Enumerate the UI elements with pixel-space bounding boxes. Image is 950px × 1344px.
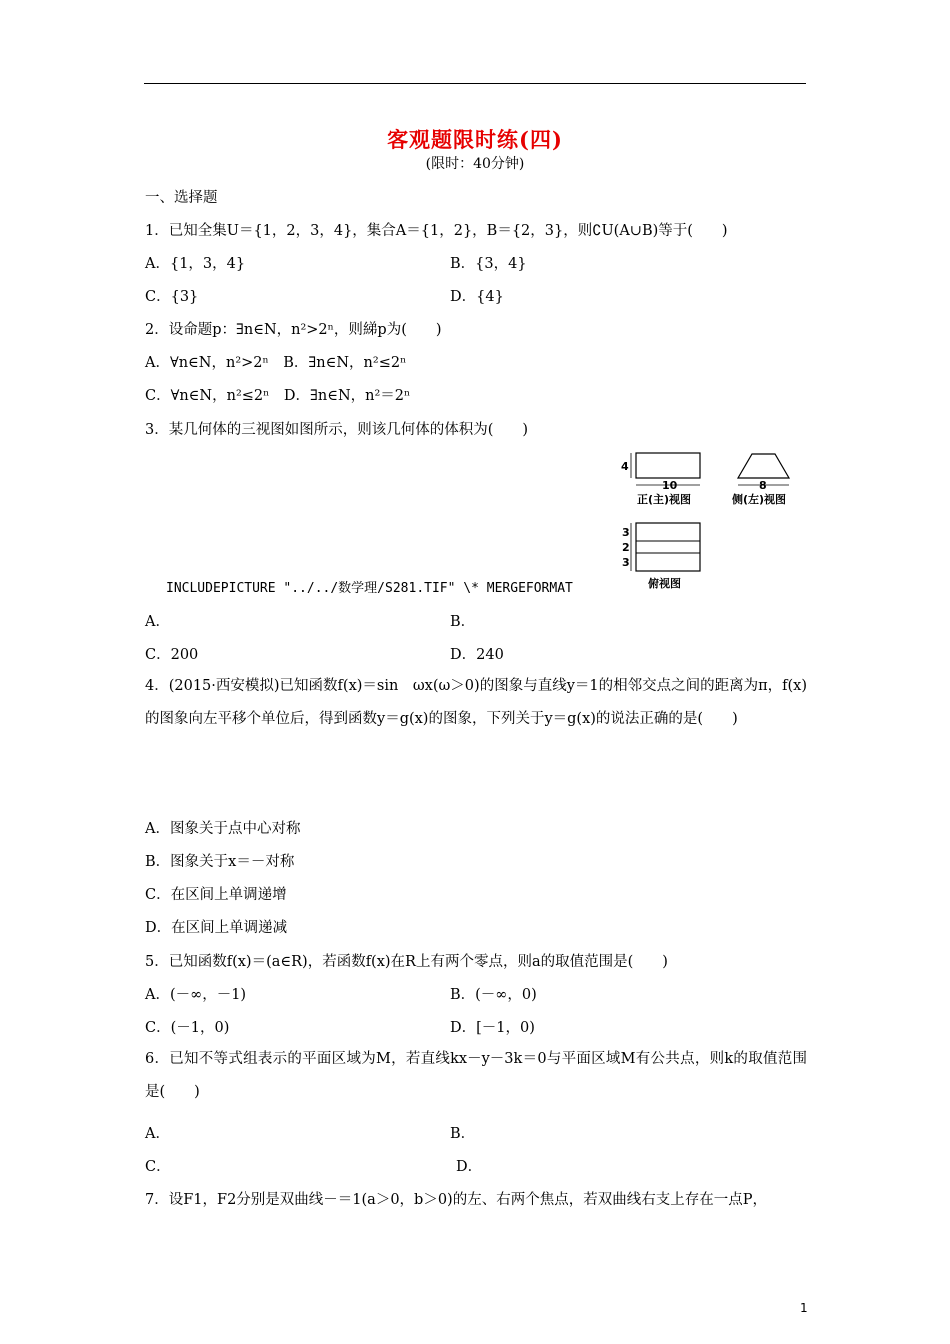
q1-option-c: C．{3} xyxy=(145,289,199,305)
q5-option-c: C．(－1，0) xyxy=(145,1020,230,1036)
q7-stem: 7．设F1，F2分别是双曲线－＝1(a＞0，b＞0)的左、右两个焦点，若双曲线右支上存在一点P， xyxy=(145,1192,767,1208)
front-caption: 正(主)视图 xyxy=(637,493,692,506)
q4-option-d: D．在区间上单调递减 xyxy=(145,920,288,936)
front-height-label: 4 xyxy=(621,460,629,473)
q6-option-b: B． xyxy=(450,1126,476,1142)
front-width-label: 10 xyxy=(662,479,678,492)
q5-option-d: D．[－1，0) xyxy=(450,1020,535,1036)
q2-options-ab: A．∀n∈N，n²>2ⁿ B．∃n∈N，n²≤2ⁿ xyxy=(145,355,407,371)
q3-option-d: D．240 xyxy=(450,647,504,663)
front-view-rect xyxy=(636,453,700,478)
page-title: 客观题限时练(四) xyxy=(387,127,563,152)
q2-stem: 2．设命题p：∃n∈N，n²>2ⁿ，则綈p为( ) xyxy=(145,322,442,338)
q1-option-a: A．{1，3，4} xyxy=(145,256,246,272)
side-view-trapezoid xyxy=(738,454,789,478)
q5-option-b: B．(－∞，0) xyxy=(450,987,537,1003)
q4-option-c: C．在区间上单调递增 xyxy=(145,887,287,903)
q3-option-b: B． xyxy=(450,614,476,630)
top-d2-label: 2 xyxy=(622,541,630,554)
header-rule xyxy=(144,83,806,84)
top-d3-label: 3 xyxy=(622,556,630,569)
q1-option-b: B．{3，4} xyxy=(450,256,527,272)
side-caption: 侧(左)视图 xyxy=(732,493,787,506)
three-view-figure xyxy=(612,448,812,597)
q6-option-c: C． xyxy=(145,1159,171,1175)
q4-option-b: B．图象关于x＝－对称 xyxy=(145,854,295,870)
q4-stem: 4．(2015·西安模拟)已知函数f(x)＝sin ωx(ω＞0)的图象与直线y＝1的相邻交点之间的距离为π，f(x)的图象向左平移个单位后，得到函数y＝g(x)的图象，下列关于y＝g(x)的说法正确的是( ) xyxy=(145,678,807,727)
q5-stem: 5．已知函数f(x)＝(a∈R)，若函数f(x)在R上有两个零点，则a的取值范围是( ) xyxy=(145,954,668,970)
q6-stem: 6．已知不等式组表示的平面区域为M，若直线kx－y－3k＝0与平面区域M有公共点，则k的取值范围是( ) xyxy=(145,1051,807,1100)
top-view-rect xyxy=(636,523,700,571)
q2-options-cd: C．∀n∈N，n²≤2ⁿ D．∃n∈N，n²＝2ⁿ xyxy=(145,388,411,404)
q6-option-d: D． xyxy=(456,1159,483,1175)
q6-option-a: A． xyxy=(145,1126,170,1142)
top-d1-label: 3 xyxy=(622,526,630,539)
side-width-label: 8 xyxy=(759,479,767,492)
q5-option-a: A．(－∞，－1) xyxy=(145,987,247,1003)
time-limit: (限时：40分钟) xyxy=(425,156,525,172)
q3-option-a: A． xyxy=(145,614,170,630)
top-caption: 俯视图 xyxy=(648,577,681,590)
q3-include-field: INCLUDEPICTURE "../../数学理/S281.TIF" \* MERGEFORMAT xyxy=(166,581,573,596)
q4-option-a: A．图象关于点中心对称 xyxy=(145,821,301,837)
q1-stem: 1．已知全集U＝{1，2，3，4}，集合A＝{1，2}，B＝{2，3}，则∁U(A∪B)等于( ) xyxy=(145,223,728,239)
q3-option-c: C．200 xyxy=(145,647,199,663)
section-heading: 一、选择题 xyxy=(145,190,218,206)
q1-option-d: D．{4} xyxy=(450,289,504,305)
page-number: 1 xyxy=(800,1301,808,1315)
q3-stem: 3．某几何体的三视图如图所示，则该几何体的体积为( ) xyxy=(145,422,529,438)
